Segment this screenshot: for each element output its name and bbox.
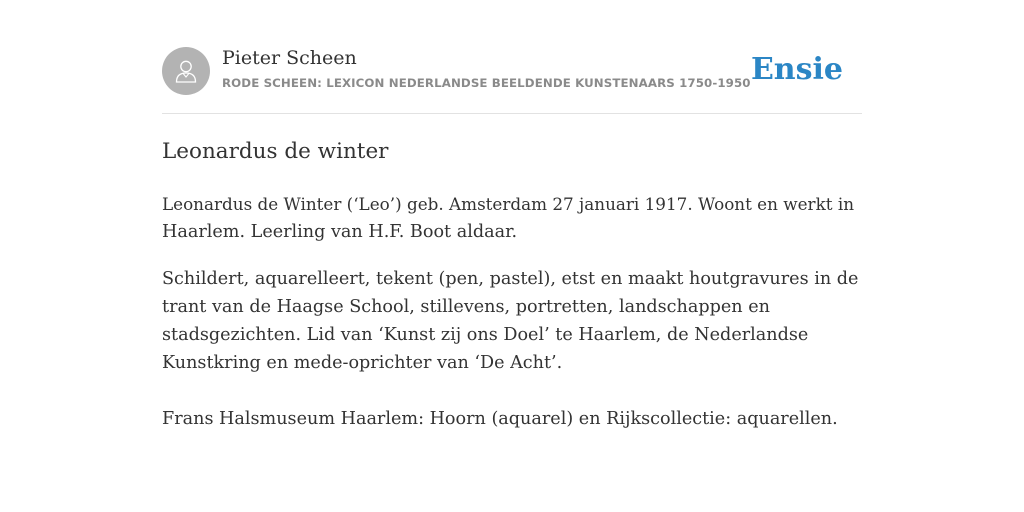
author-avatar[interactable] (162, 47, 210, 95)
article-header (162, 46, 862, 96)
paragraph-line: Haarlem. Leerling van H.F. Boot aldaar. (162, 222, 518, 242)
paragraph-line: Kunstkring en mede-oprichter van ‘De Acht’. (162, 353, 563, 373)
paragraph-line: Frans Halsmuseum Haarlem: Hoorn (aquarel) en Rijkscollectie: aquarellen. (162, 409, 838, 429)
article-title: Leonardus de winter (162, 139, 389, 164)
paragraph-line: trant van de Haagse School, stillevens, portretten, landschappen en (162, 297, 770, 317)
paragraph-biography (162, 190, 862, 246)
paragraph-line: Leonardus de Winter (‘Leo’) geb. Amsterdam 27 januari 1917. Woont en werkt in (162, 194, 854, 214)
user-avatar-icon (172, 57, 200, 85)
brand-logo[interactable]: Ensie (750, 52, 843, 87)
author-name[interactable]: Pieter Scheen (222, 47, 357, 69)
paragraph-line: stadsgezichten. Lid van ‘Kunst zij ons Doel’ te Haarlem, de Nederlandse (162, 325, 809, 345)
paragraph-work (162, 265, 862, 377)
paragraph-collections (162, 405, 862, 433)
source-label[interactable]: RODE SCHEEN: LEXICON NEDERLANDSE BEELDENDE KUNSTENAARS 1750-1950 (222, 76, 751, 90)
paragraph-line: Schildert, aquarelleert, tekent (pen, pastel), etst en maakt houtgravures in de (162, 269, 859, 289)
header-divider (162, 113, 862, 114)
